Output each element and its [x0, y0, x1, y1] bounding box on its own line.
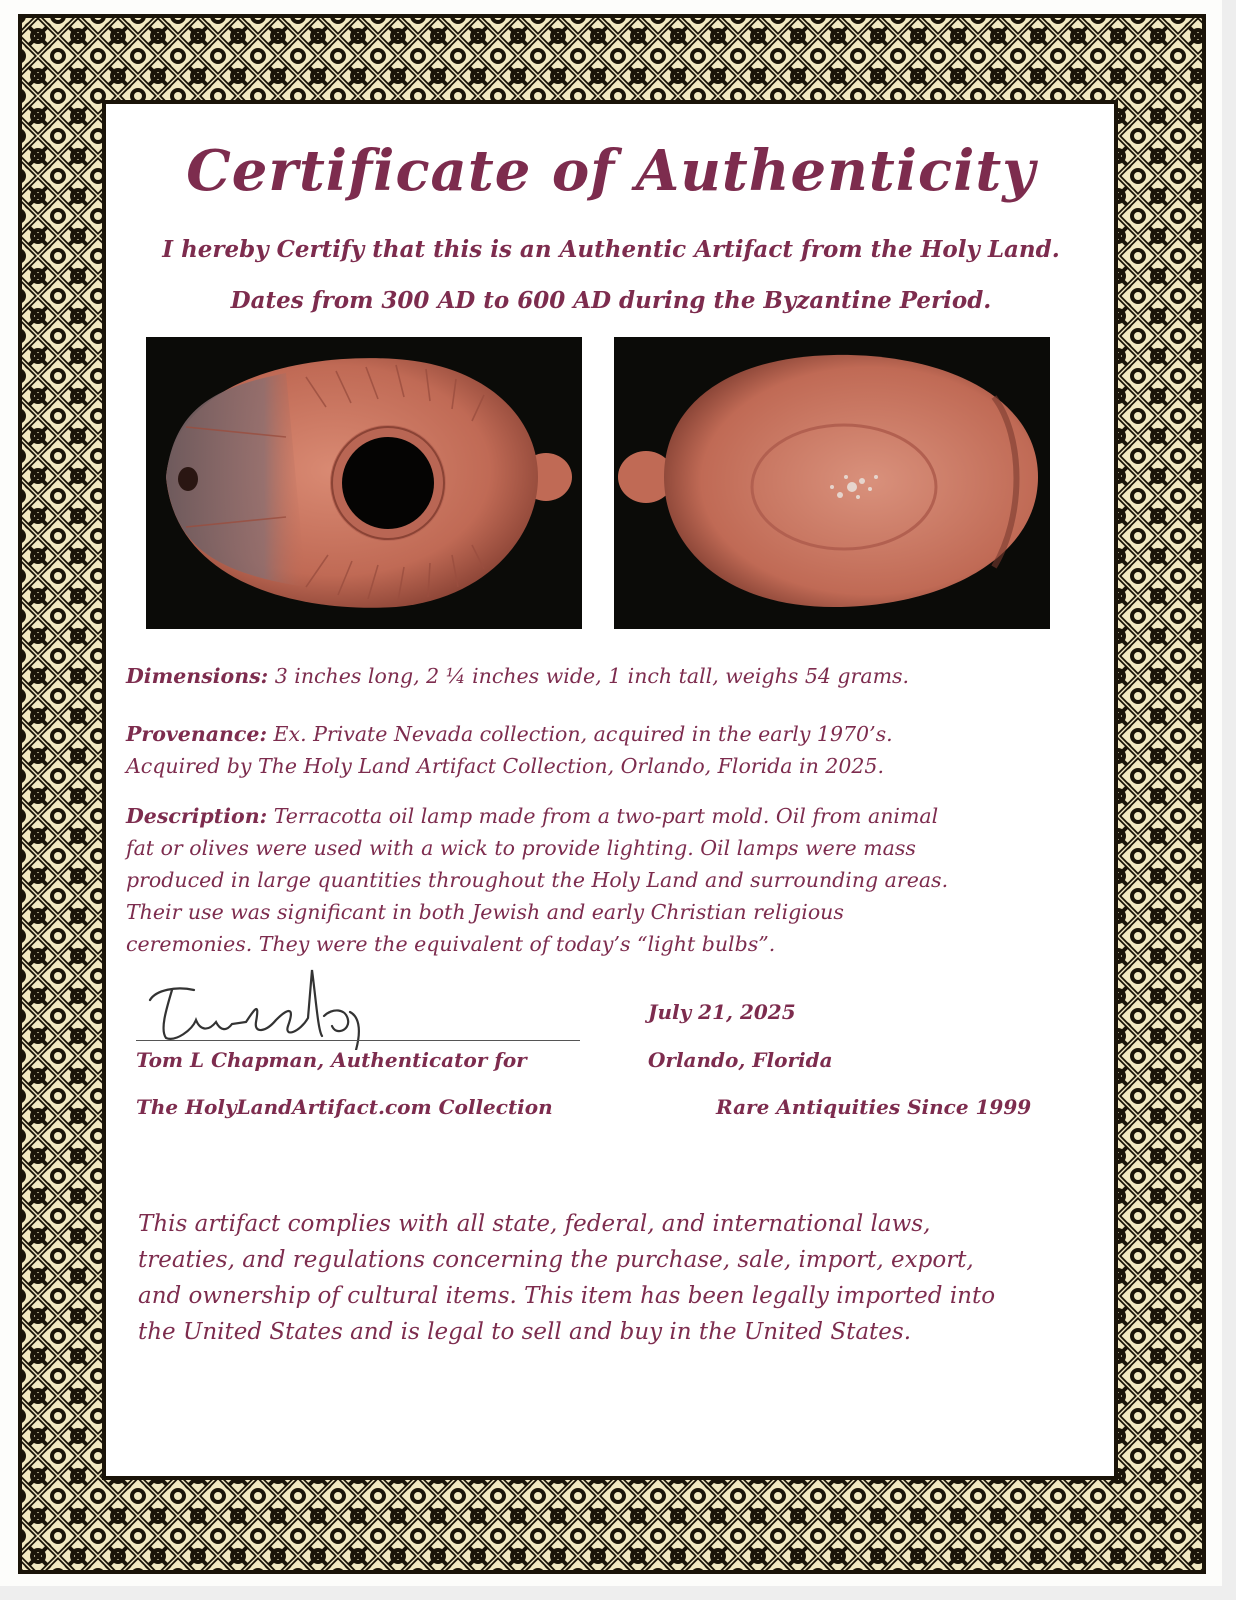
provenance-paragraph [126, 718, 1086, 782]
description-label: Description: [126, 804, 268, 828]
description-line: fat or olives were used with a wick to provide lighting. Oil lamps were mass [126, 836, 916, 860]
signature-line [136, 1040, 580, 1041]
legal-line: This artifact complies with all state, federal, and international laws, [138, 1211, 931, 1237]
legal-line: the United States and is legal to sell and buy in the United States. [138, 1319, 912, 1345]
legal-line: treaties, and regulations concerning the purchase, sale, import, export, [138, 1247, 974, 1273]
provenance-line: Ex. Private Nevada collection, acquired in the early 1970’s. [267, 722, 893, 746]
company-tagline: Rare Antiquities Since 1999 [716, 1095, 1032, 1119]
oil-lamp-top-photo [146, 337, 582, 629]
provenance-label: Provenance: [126, 722, 268, 746]
description-line: ceremonies. They were the equivalent of today’s “light bulbs”. [126, 932, 776, 956]
dimensions-text: 3 inches long, 2 ¼ inches wide, 1 inch tall, weighs 54 grams. [268, 664, 910, 688]
collection-name: The HolyLandArtifact.com Collection [136, 1095, 553, 1119]
certificate-title: Certificate of Authenticity [186, 138, 1036, 204]
description-line: Terracotta oil lamp made from a two-part mold. Oil from animal [267, 804, 939, 828]
oil-lamp-bottom-photo [614, 337, 1050, 629]
dimensions-paragraph [126, 660, 1086, 692]
description-paragraph [126, 800, 1086, 960]
provenance-line: Acquired by The Holy Land Artifact Collection, Orlando, Florida in 2025. [126, 754, 884, 778]
certify-statement: I hereby Certify that this is an Authentic Artifact from the Holy Land. [162, 236, 1060, 263]
legal-line: and ownership of cultural items. This item has been legally imported into [138, 1283, 996, 1309]
description-line: produced in large quantities throughout the Holy Land and surrounding areas. [126, 868, 949, 892]
certificate-date: July 21, 2025 [648, 1000, 796, 1024]
oil-lamp-top-icon [146, 337, 582, 629]
description-line: Their use was significant in both Jewish and early Christian religious [126, 900, 844, 924]
signer-name: Tom L Chapman, Authenticator for [136, 1048, 527, 1072]
certificate-location: Orlando, Florida [648, 1048, 833, 1072]
handwritten-signature [136, 960, 396, 1050]
legal-compliance-statement [138, 1206, 1088, 1350]
dimensions-label: Dimensions: [126, 664, 269, 688]
period-statement: Dates from 300 AD to 600 AD during the Byzantine Period. [230, 287, 992, 314]
oil-lamp-bottom-icon [614, 337, 1050, 629]
